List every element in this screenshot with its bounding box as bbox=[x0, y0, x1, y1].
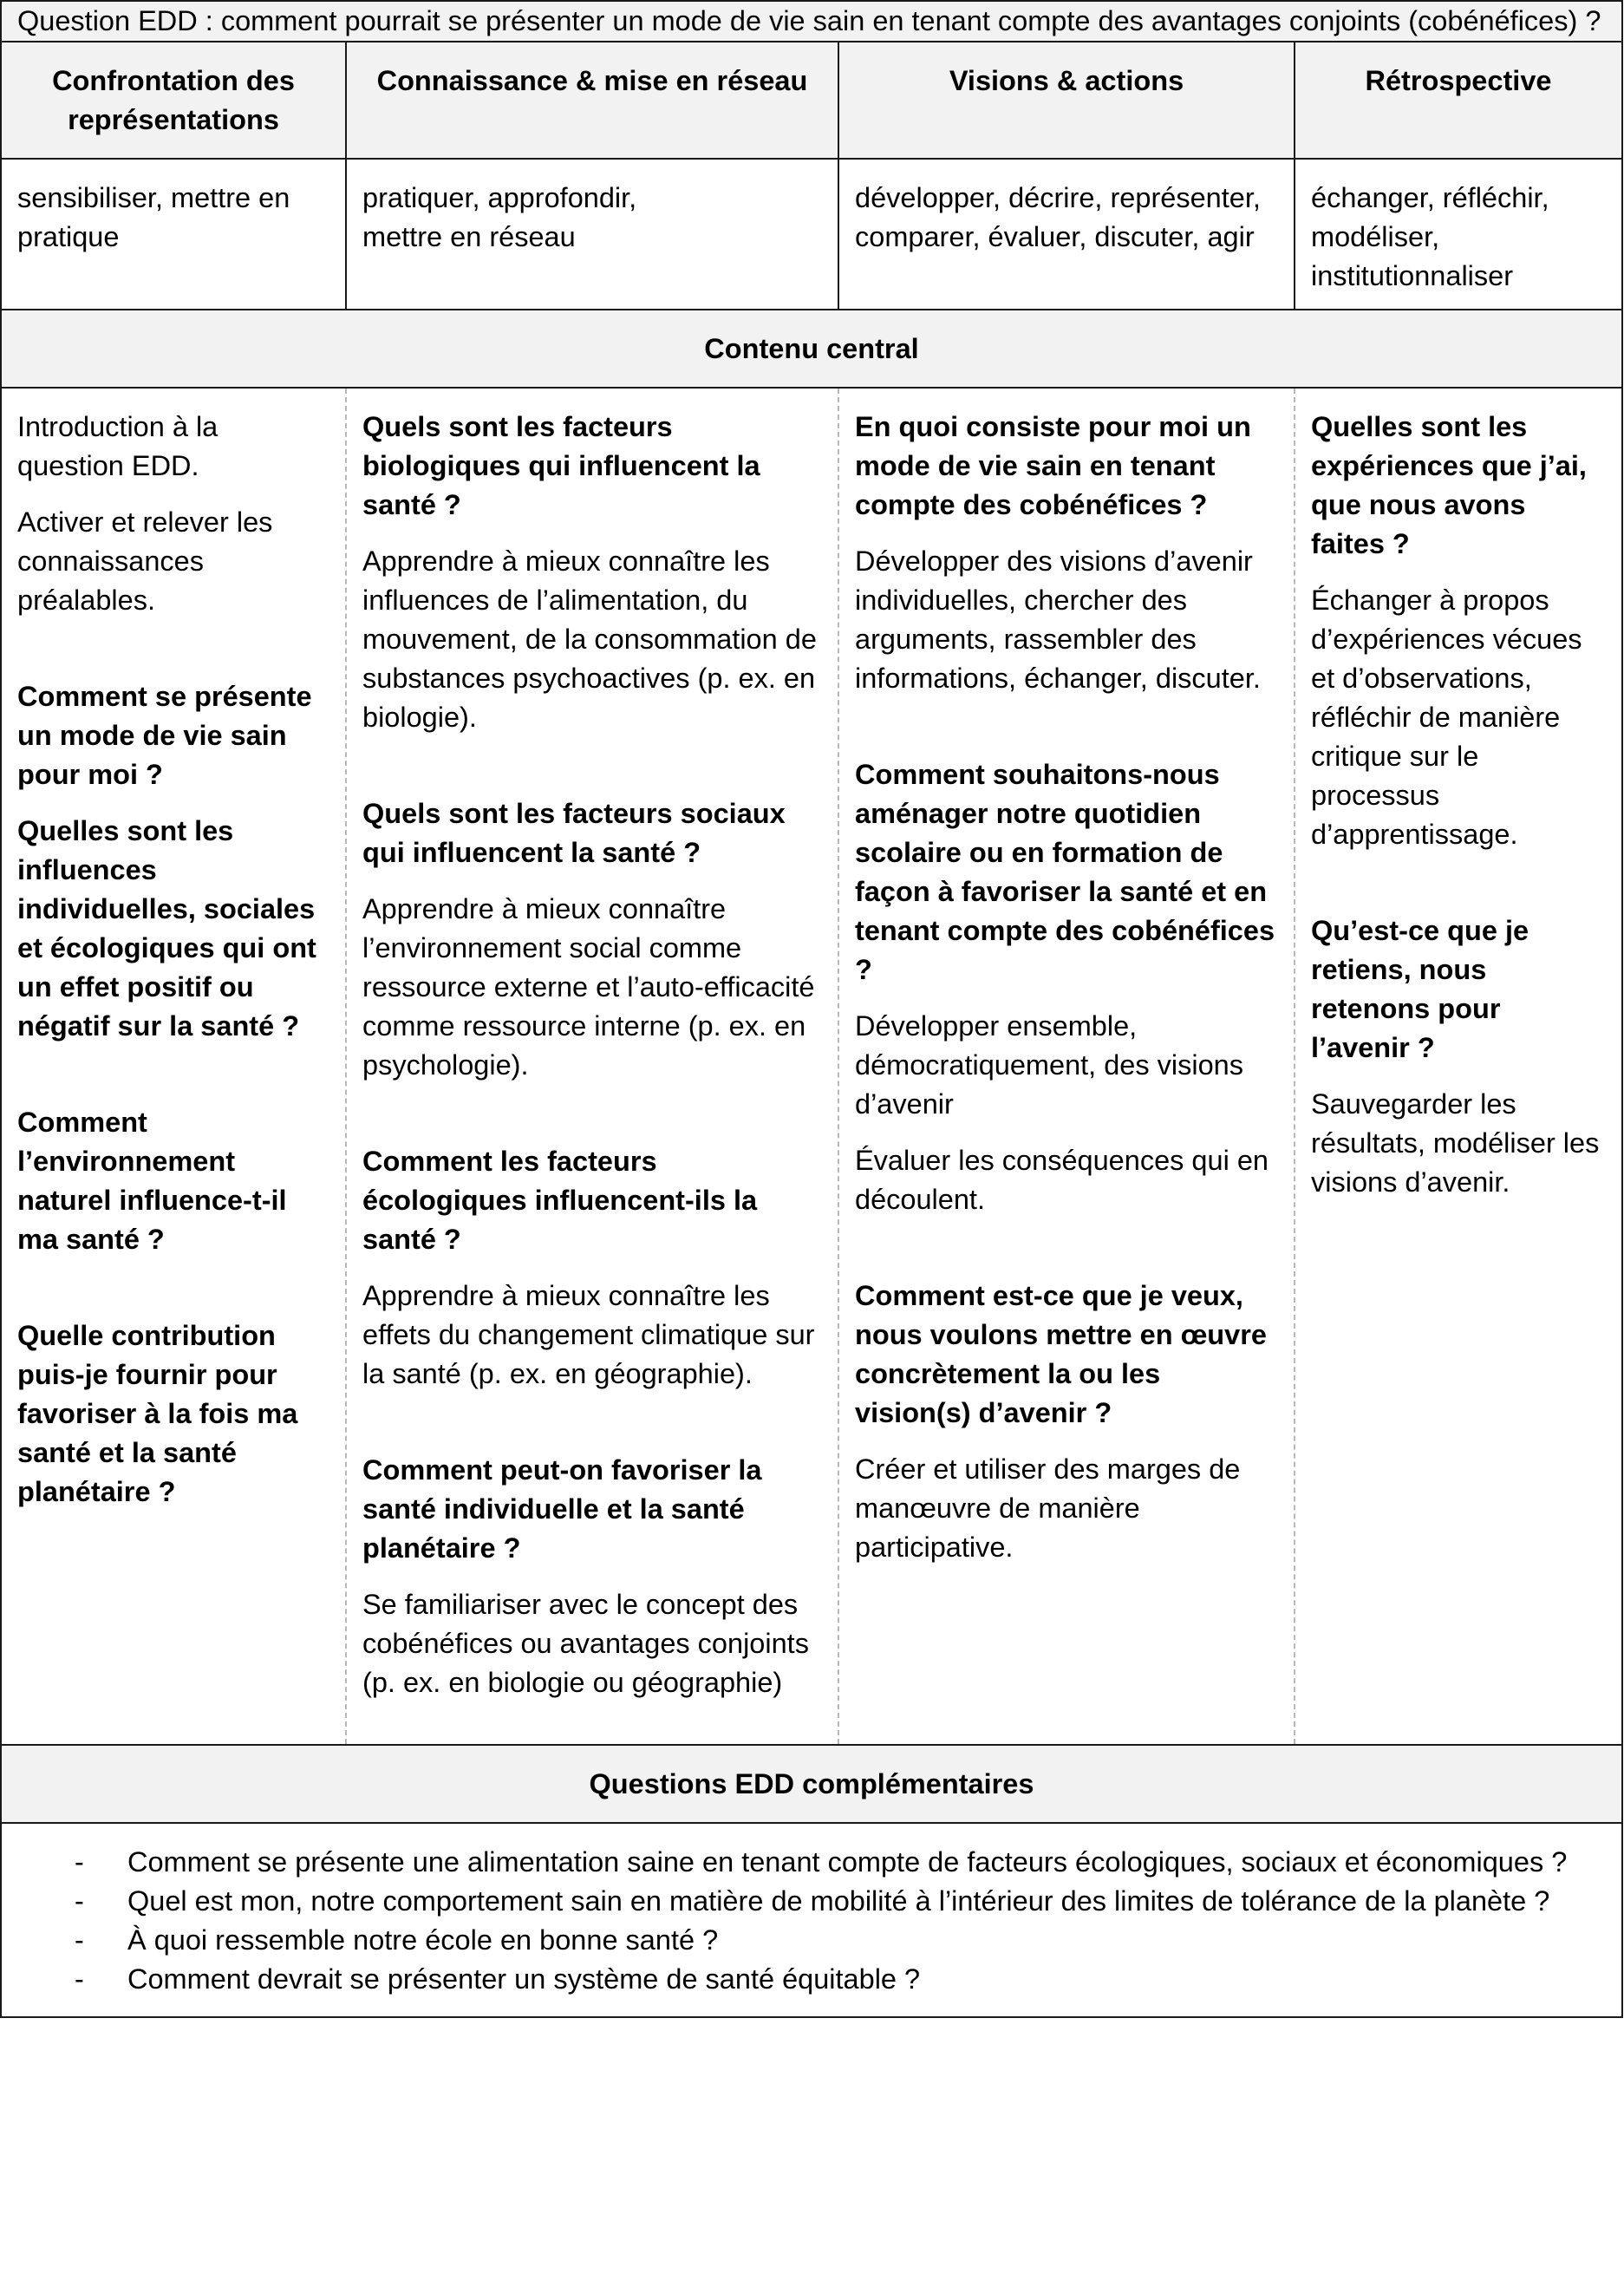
central-col-connaissance bbox=[346, 388, 838, 1745]
list-item-text: Comment devrait se présenter un système de santé équitable ? bbox=[127, 1963, 921, 1995]
complementary-questions-list bbox=[17, 1843, 1606, 1999]
text-facteurs-biologiques: Apprendre à mieux connaître les influences de l’alimentation, du mouvement, de la consommation de substances psychoactives (p. ex. en biologie). bbox=[362, 545, 817, 733]
list-item-text: À quoi ressemble notre école en bonne santé ? bbox=[127, 1924, 719, 1956]
question-facteurs-ecologiques: Comment les facteurs écologiques influencent-ils la santé ? bbox=[362, 1146, 758, 1255]
question-quotidien-scolaire: Comment souhaitons-nous aménager notre quotidien scolaire ou en formation de façon à favoriser la santé et en tenant compte des cobénéfices ? bbox=[855, 759, 1275, 985]
list-item bbox=[17, 1960, 1606, 1999]
central-col-confrontation bbox=[1, 388, 346, 1745]
question-retenir: Qu’est-ce que je retiens, nous retenons pour l’avenir ? bbox=[1311, 915, 1529, 1063]
verbs-retrospective: échanger, réfléchir, modéliser, institutionnaliser bbox=[1295, 159, 1622, 310]
verbs-confrontation: sensibiliser, mettre en pratique bbox=[1, 159, 346, 310]
verbs-connaissance: pratiquer, approfondir, mettre en réseau bbox=[346, 159, 838, 310]
complementary-heading: Questions EDD complémentaires bbox=[1, 1745, 1622, 1823]
question-facteurs-sociaux: Quels sont les facteurs sociaux qui influencent la santé ? bbox=[362, 798, 786, 868]
question-contribution: Quelle contribution puis-je fournir pour favoriser à la fois ma santé et la santé planétaire ? bbox=[17, 1320, 298, 1507]
edd-question-title: Question EDD : comment pourrait se présenter un mode de vie sain en tenant compte des avantages conjoints (cobénéfices) ? bbox=[1, 1, 1622, 42]
list-item-text: Comment se présente une alimentation saine en tenant compte de facteurs écologiques, sociaux et économiques ? bbox=[127, 1846, 1568, 1878]
central-col-retrospective bbox=[1295, 388, 1622, 1745]
dash-bullet: - bbox=[75, 1846, 84, 1878]
dash-bullet: - bbox=[75, 1963, 84, 1995]
dash-bullet: - bbox=[75, 1885, 84, 1917]
question-experiences: Quelles sont les expériences que j’ai, que nous avons faites ? bbox=[1311, 411, 1587, 559]
activate-knowledge-text: Activer et relever les connaissances préalables. bbox=[17, 506, 273, 616]
list-item bbox=[17, 1843, 1606, 1882]
text-visions-democratiques: Développer ensemble, démocratiquement, des visions d’avenir bbox=[855, 1010, 1244, 1120]
heading-confrontation: Confrontation des représentations bbox=[1, 42, 346, 159]
complementary-questions-cell bbox=[1, 1823, 1622, 2017]
central-content-heading: Contenu central bbox=[1, 310, 1622, 388]
list-item bbox=[17, 1882, 1606, 1921]
dash-bullet: - bbox=[75, 1924, 84, 1956]
question-environnement: Comment l’environnement naturel influence-t-il ma santé ? bbox=[17, 1107, 287, 1255]
text-sauvegarder: Sauvegarder les résultats, modéliser les visions d’avenir. bbox=[1311, 1088, 1600, 1198]
phase-verbs-row bbox=[1, 159, 1622, 310]
question-facteurs-biologiques: Quels sont les facteurs biologiques qui influencent la santé ? bbox=[362, 411, 760, 520]
heading-connaissance: Connaissance & mise en réseau bbox=[346, 42, 838, 159]
question-favoriser-sante: Comment peut-on favoriser la santé individuelle et la santé planétaire ? bbox=[362, 1454, 762, 1564]
text-facteurs-sociaux: Apprendre à mieux connaître l’environnement social comme ressource externe et l’auto-efficacité comme ressource interne (p. ex. en psychologie). bbox=[362, 893, 815, 1081]
intro-text: Introduction à la question EDD. bbox=[17, 411, 218, 481]
text-facteurs-ecologiques: Apprendre à mieux connaître les effets du changement climatique sur la santé (p. ex. en géographie). bbox=[362, 1280, 815, 1389]
phase-header-row bbox=[1, 42, 1622, 159]
question-mode-vie-sain: Comment se présente un mode de vie sain pour moi ? bbox=[17, 681, 312, 790]
verbs-visions: développer, décrire, représenter, comparer, évaluer, discuter, agir bbox=[838, 159, 1295, 310]
question-mise-en-oeuvre: Comment est-ce que je veux, nous voulons mettre en œuvre concrètement la ou les vision(s) d’avenir ? bbox=[855, 1280, 1267, 1428]
text-cobenefices: Se familiariser avec le concept des cobénéfices ou avantages conjoints (p. ex. en biologie ou géographie) bbox=[362, 1589, 809, 1698]
question-mode-vie-cobenefices: En quoi consiste pour moi un mode de vie sain en tenant compte des cobénéfices ? bbox=[855, 411, 1251, 520]
list-item-text: Quel est mon, notre comportement sain en matière de mobilité à l’intérieur des limites de tolérance de la planète ? bbox=[127, 1885, 1550, 1917]
text-visions-individuelles: Développer des visions d’avenir individuelles, chercher des arguments, rassembler des informations, échanger, discuter. bbox=[855, 545, 1261, 694]
list-item bbox=[17, 1921, 1606, 1960]
central-content-row bbox=[1, 388, 1622, 1745]
central-col-visions bbox=[838, 388, 1295, 1745]
question-influences: Quelles sont les influences individuelles, sociales et écologiques qui ont un effet positif ou négatif sur la santé ? bbox=[17, 815, 316, 1042]
text-marges-manoeuvre: Créer et utiliser des marges de manœuvre de manière participative. bbox=[855, 1453, 1241, 1563]
heading-retrospective: Rétrospective bbox=[1295, 42, 1622, 159]
heading-visions: Visions & actions bbox=[838, 42, 1295, 159]
text-echanger-experiences: Échanger à propos d’expériences vécues et d’observations, réfléchir de manière critique sur le processus d’apprentissage. bbox=[1311, 585, 1582, 850]
text-evaluer-consequences: Évaluer les conséquences qui en découlent. bbox=[855, 1145, 1269, 1215]
